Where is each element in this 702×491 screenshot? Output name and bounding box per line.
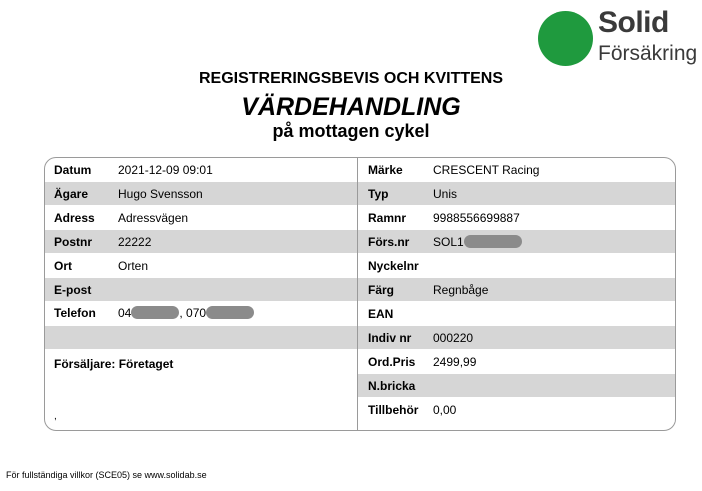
logo-circle-icon bbox=[538, 11, 593, 66]
value-ramnr: 9988556699887 bbox=[433, 211, 520, 225]
row-farg bbox=[358, 278, 675, 302]
value-postnr: 22222 bbox=[118, 235, 152, 249]
value-marke: CRESCENT Racing bbox=[433, 163, 540, 177]
footer-note: För fullständiga villkor (SCE05) se www.solidab.se bbox=[6, 470, 207, 480]
label-ean: EAN bbox=[368, 307, 394, 321]
row-nyckelnr bbox=[358, 254, 675, 278]
value-forsnr bbox=[433, 235, 522, 249]
seller-comma: , bbox=[54, 411, 57, 422]
label-ramnr: Ramnr bbox=[368, 211, 407, 225]
label-marke: Märke bbox=[368, 163, 403, 177]
label-agare: Ägare bbox=[54, 187, 89, 201]
label-farg: Färg bbox=[368, 283, 395, 297]
label-nyckelnr: Nyckelnr bbox=[368, 259, 419, 273]
document-caption: på mottagen cykel bbox=[272, 121, 430, 141]
value-telefon bbox=[118, 306, 254, 320]
label-adress: Adress bbox=[54, 211, 95, 225]
value-typ: Unis bbox=[433, 187, 458, 201]
value-ordpris: 2499,99 bbox=[433, 355, 477, 369]
redaction-blur bbox=[131, 306, 179, 319]
value-adress: Adressvägen bbox=[118, 211, 189, 225]
solid-forsakring-logo bbox=[538, 6, 698, 70]
label-nbricka: N.bricka bbox=[368, 379, 416, 393]
row-tillbehor bbox=[358, 398, 675, 422]
row-agare bbox=[45, 182, 357, 206]
row-ean bbox=[358, 302, 675, 326]
registration-form bbox=[44, 157, 676, 431]
label-datum: Datum bbox=[54, 163, 92, 177]
row-indivnr bbox=[358, 326, 675, 350]
label-forsnr: Förs.nr bbox=[368, 235, 410, 249]
logo-word-forsakring: Försäkring bbox=[598, 42, 698, 65]
seller-label: Försäljare: Företaget bbox=[54, 357, 174, 371]
row-blank-shaded bbox=[45, 326, 357, 350]
row-marke bbox=[358, 158, 675, 182]
phone-prefix-1: 04 bbox=[118, 306, 132, 320]
label-epost: E-post bbox=[54, 283, 92, 297]
row-ordpris bbox=[358, 350, 675, 374]
redaction-blur bbox=[206, 306, 254, 319]
row-ramnr bbox=[358, 206, 675, 230]
row-datum bbox=[45, 158, 357, 182]
value-agare: Hugo Svensson bbox=[118, 187, 203, 201]
row-typ bbox=[358, 182, 675, 206]
document-title: REGISTRERINGSBEVIS OCH KVITTENS bbox=[198, 70, 504, 87]
value-tillbehor: 0,00 bbox=[433, 403, 457, 417]
row-telefon bbox=[45, 301, 357, 325]
value-datum: 2021-12-09 09:01 bbox=[118, 163, 213, 177]
label-telefon: Telefon bbox=[54, 306, 96, 320]
row-nbricka bbox=[358, 374, 675, 398]
value-ort: Orten bbox=[118, 259, 149, 273]
redaction-blur bbox=[464, 235, 522, 248]
row-postnr bbox=[45, 230, 357, 254]
label-postnr: Postnr bbox=[54, 235, 93, 249]
value-indivnr: 000220 bbox=[433, 331, 474, 345]
label-tillbehor: Tillbehör bbox=[368, 403, 419, 417]
phone-prefix-2: , 070 bbox=[179, 306, 207, 320]
row-epost bbox=[45, 278, 357, 302]
document-subtitle: VÄRDEHANDLING bbox=[241, 93, 461, 121]
logo-word-solid: Solid bbox=[598, 6, 669, 39]
forsnr-prefix: SOL1 bbox=[433, 235, 464, 249]
row-adress bbox=[45, 206, 357, 230]
row-forsnr bbox=[358, 230, 675, 254]
label-ordpris: Ord.Pris bbox=[368, 355, 416, 369]
label-indivnr: Indiv nr bbox=[368, 331, 412, 345]
row-ort bbox=[45, 254, 357, 278]
label-ort: Ort bbox=[54, 259, 72, 273]
label-typ: Typ bbox=[368, 187, 389, 201]
value-farg: Regnbåge bbox=[433, 283, 489, 297]
